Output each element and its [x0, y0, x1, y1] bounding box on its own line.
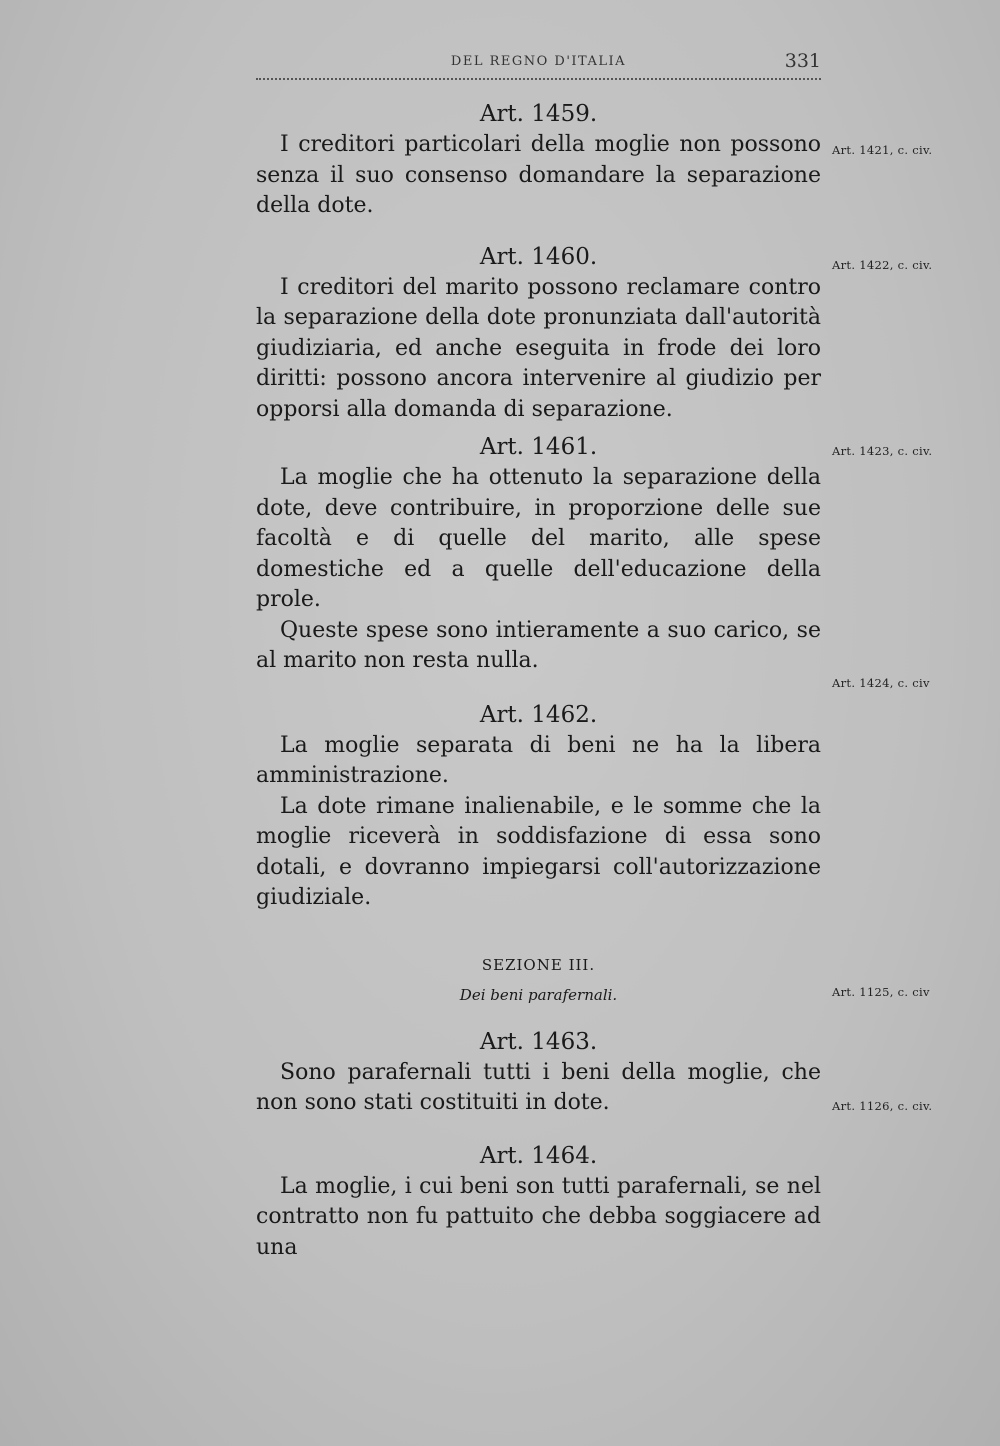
article-paragraph: La dote rimane inalienabile, e le somme che la moglie riceverà in soddisfazione di essa sono dotali, e dovranno impiegarsi coll'autorizzazione giudiziale.: [256, 793, 821, 910]
article-heading: Art. 1459.: [479, 101, 598, 127]
article-paragraph: I creditori del marito possono reclamare contro la separazione della dote pronunziata dall'autorità giudiziaria, ed anche eseguita in frode dei loro diritti: possono ancora intervenire al giudizio per opporsi alla domanda di separazione.: [256, 274, 821, 422]
article-paragraph: La moglie, i cui beni son tutti parafernali, se nel contratto non fu pattuito che debba soggiacere ad una: [256, 1173, 821, 1260]
text-column: [256, 98, 821, 1263]
margin-reference: Art. 1424, c. civ: [832, 676, 930, 690]
article-1462: [256, 699, 821, 914]
article-heading: Art. 1462.: [479, 701, 598, 728]
section-title: SEZIONE III.: [481, 955, 596, 974]
article-heading: Art. 1461.: [479, 434, 598, 460]
page-number: 331: [784, 50, 821, 72]
section-heading: [256, 956, 821, 1004]
margin-reference: Art. 1126, c. civ.: [832, 1099, 933, 1113]
article-heading: Art. 1460.: [479, 243, 598, 270]
article-paragraph: Sono parafernali tutti i beni della moglie, che non sono stati costituiti in dote.: [256, 1059, 821, 1115]
article-1461: [256, 431, 821, 677]
margin-reference: Art. 1421, c. civ.: [832, 143, 933, 157]
article-1464: [256, 1140, 821, 1264]
section-subtitle: Dei beni parafernali.: [459, 985, 618, 1004]
margin-reference: Art. 1422, c. civ.: [832, 258, 933, 272]
article-1463: [256, 1026, 821, 1119]
article-paragraph: La moglie che ha ottenuto la separazione della dote, deve contribuire, in proporzione delle sue facoltà e di quelle del marito, alle spese domestiche ed a quelle dell'educazione della prole.: [256, 465, 821, 612]
article-1460: [256, 241, 821, 426]
margin-reference: Art. 1423, c. civ.: [832, 444, 933, 458]
article-1459: [256, 98, 821, 222]
article-paragraph: La moglie separata di beni ne ha la libera amministrazione.: [256, 732, 821, 788]
article-paragraph: Queste spese sono intieramente a suo carico, se al marito non resta nulla.: [256, 617, 821, 673]
header-rule: [256, 78, 821, 80]
running-head: DEL REGNO D'ITALIA: [450, 54, 627, 69]
page-header: [256, 50, 821, 84]
article-paragraph: I creditori particolari della moglie non possono senza il suo consenso domandare la separazione della dote.: [256, 132, 821, 218]
article-heading: Art. 1464.: [479, 1142, 598, 1169]
margin-reference: Art. 1125, c. civ: [832, 985, 930, 999]
article-heading: Art. 1463.: [479, 1028, 598, 1055]
